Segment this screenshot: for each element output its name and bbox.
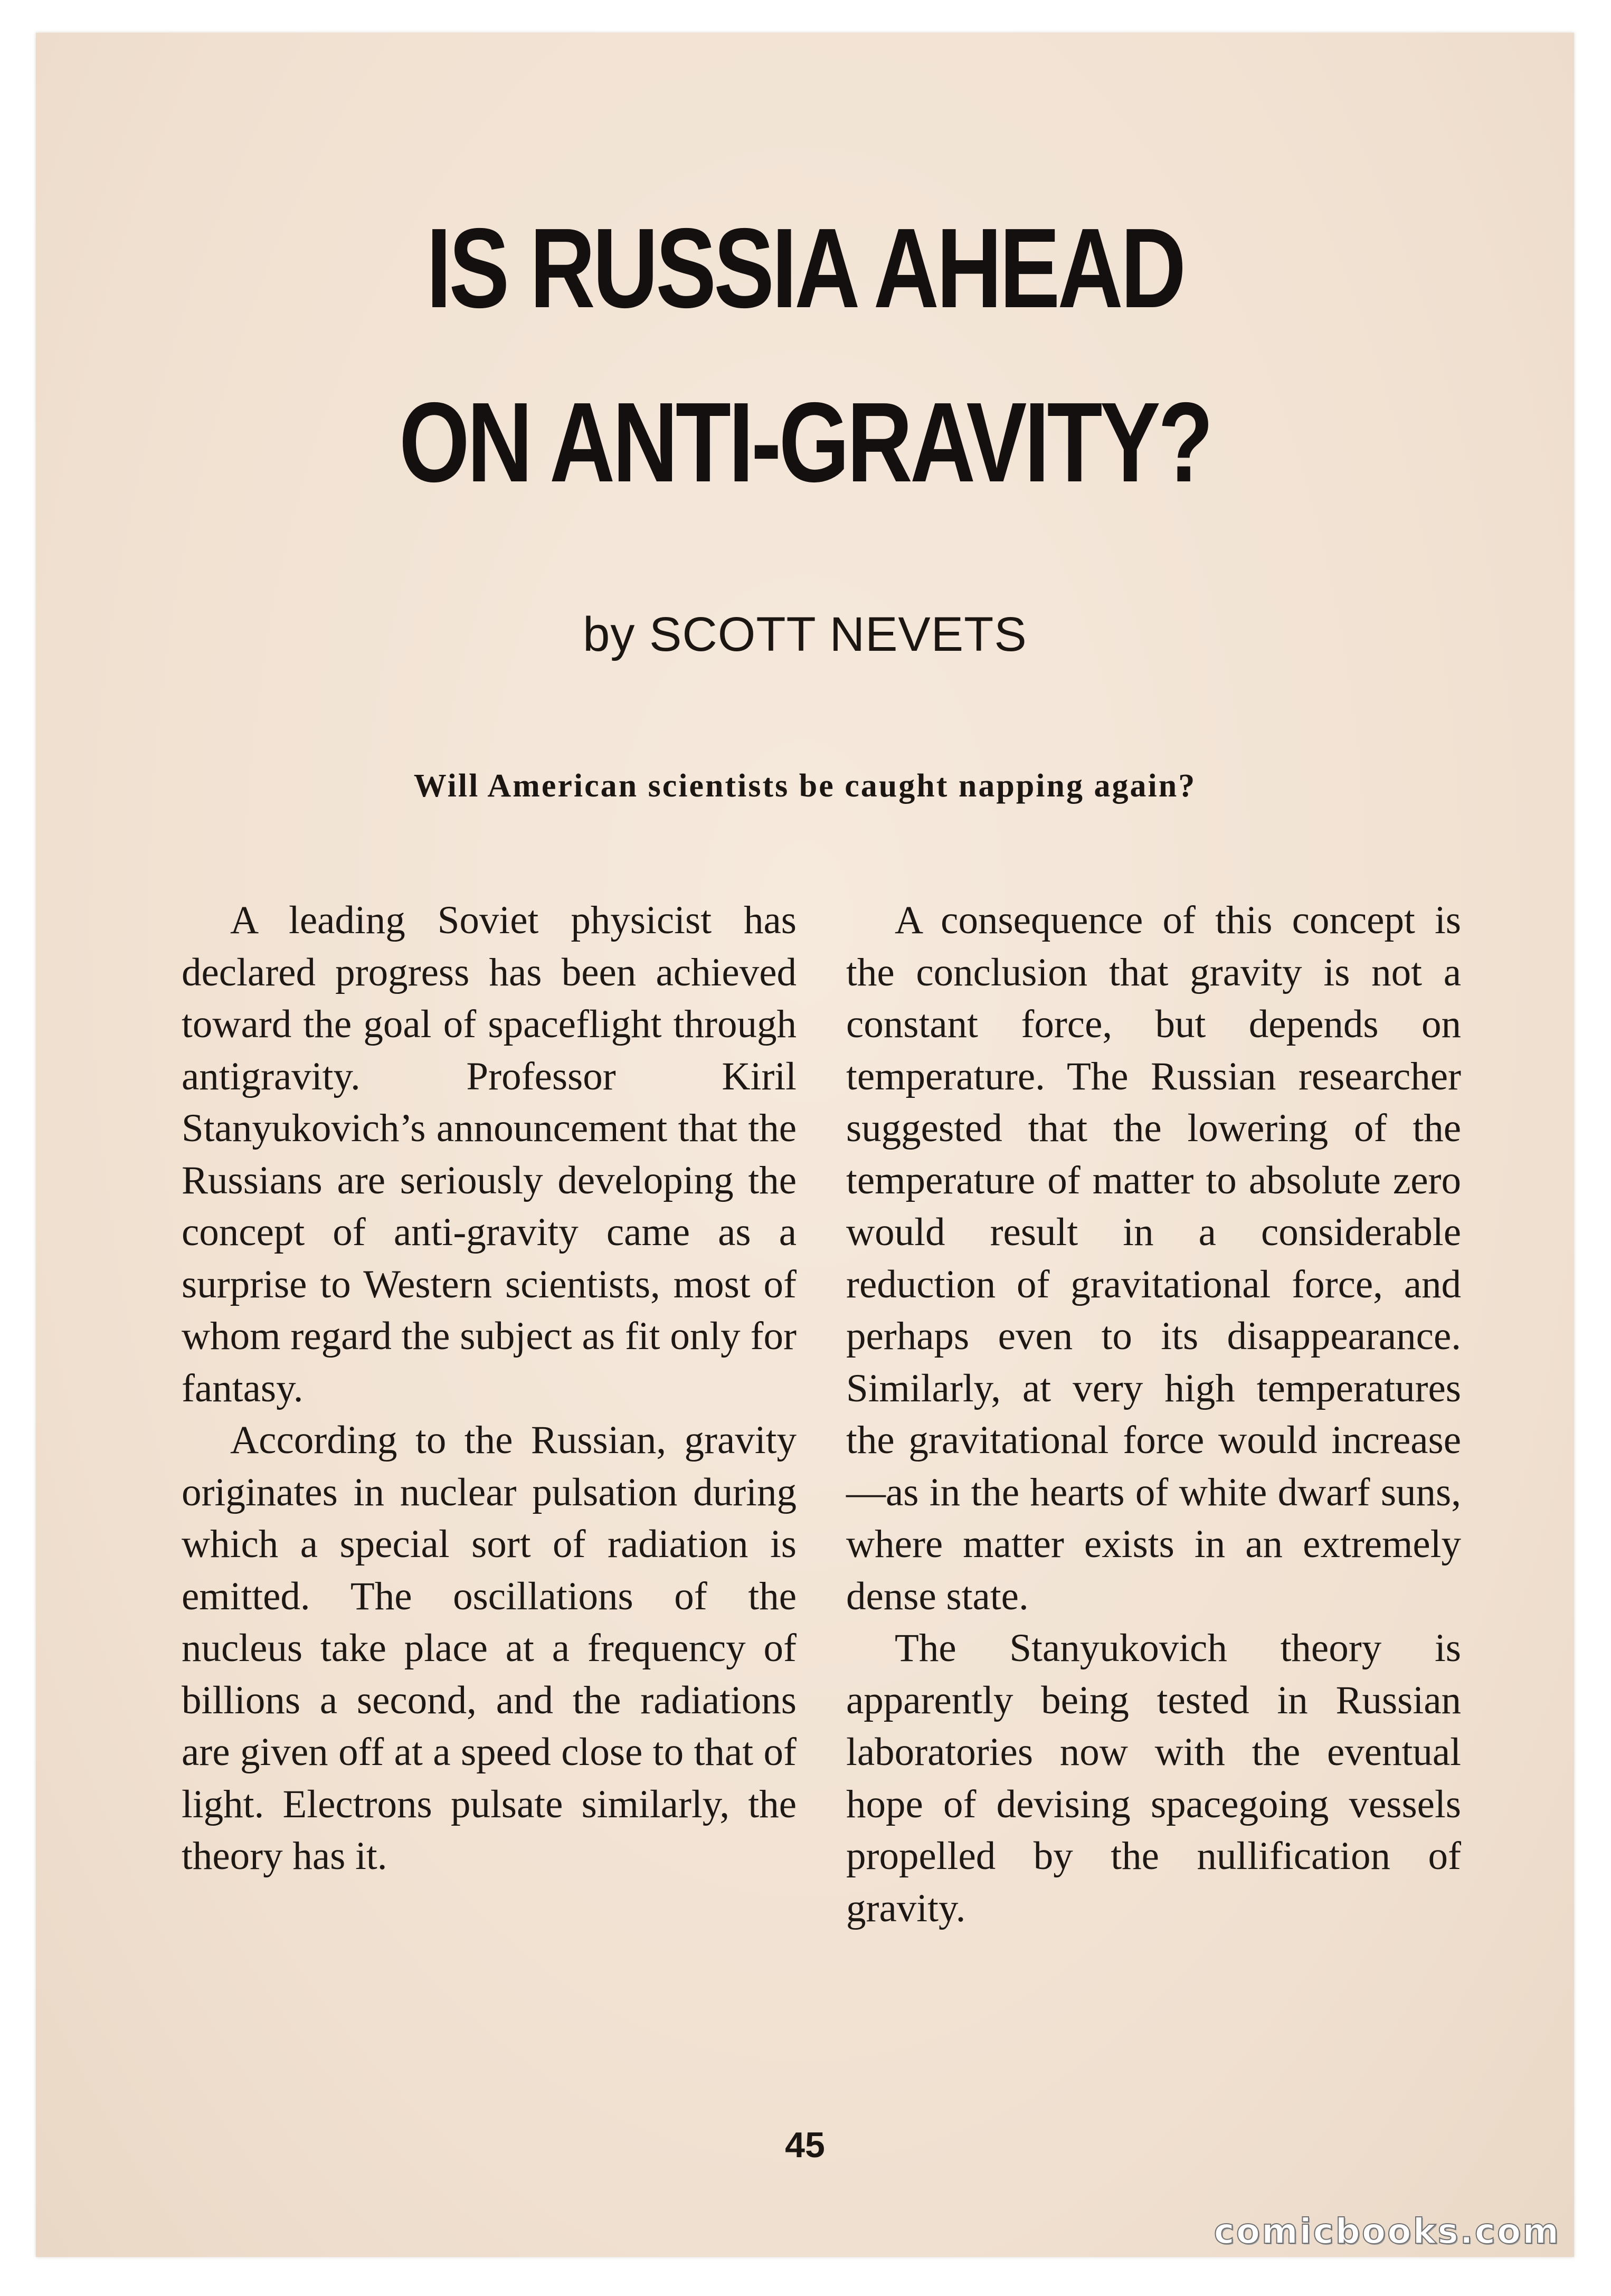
source-watermark: comicbooks.com <box>1214 2211 1560 2252</box>
paragraph: The Stanyukovich theory is apparently being tested in Russian laboratories now with the eventual hope of devising spacegoing vessels propelled by the nullification of gravity. <box>846 1626 1461 1930</box>
right-column <box>846 895 1461 1934</box>
paragraph: A consequence of this concept is the conclusion that gravity is not a constant force, but depends on temperature. The Russian researcher suggested that the lowering of the temperature of matter to absolute zero would result in a considerable reduction of gravitational force, and perhaps even to its disappearance. Similarly, at very high temperatures the gravitational force would increase—as in the hearts of white dwarf suns, where matter exists in an extremely dense state. <box>846 898 1461 1618</box>
author-byline: by SCOTT NEVETS <box>583 608 1027 661</box>
article-title-line-1: IS RUSSIA AHEAD <box>426 204 1184 331</box>
left-column <box>182 895 797 1883</box>
magazine-page <box>36 33 1574 2257</box>
paragraph: A leading Soviet physicist has declared progress has been achieved toward the goal of spaceflight through antigravity. Professor Kiril Stanyukovich’s announcement that the Russians are seriously developing the concept of anti-gravity came as a surprise to Western scientists, most of whom regard the subject as fit only for fantasy. <box>182 898 797 1410</box>
article-deck: Will American scientists be caught napping again? <box>413 768 1197 804</box>
page-number: 45 <box>785 2125 825 2165</box>
paragraph: According to the Russian, gravity originates in nuclear pulsation during which a special sort of radiation is emitted. The oscillations of the nucleus take place at a frequency of billions a second, and the radiations are given off at a speed close to that of light. Electrons pulsate similarly, the theory has it. <box>182 1418 797 1878</box>
article-title-line-2: ON ANTI-GRAVITY? <box>399 378 1211 506</box>
